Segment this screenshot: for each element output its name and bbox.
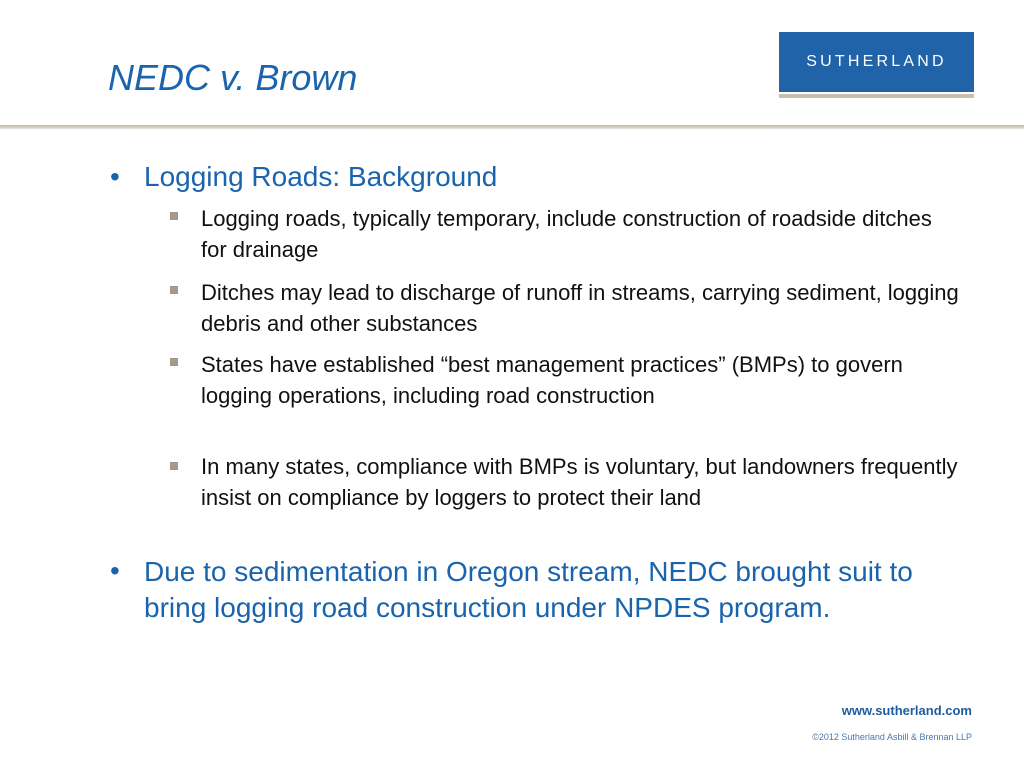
website-link[interactable]: www.sutherland.com	[841, 703, 972, 718]
sub-bullet-icon	[170, 358, 178, 366]
sub-bullet-ditches: Ditches may lead to discharge of runoff in streams, carrying sediment, logging debris and other substances	[201, 280, 959, 336]
sub-bullet-icon	[170, 286, 178, 294]
logo-underline	[779, 94, 974, 98]
bullet-icon: •	[110, 555, 120, 586]
slide-title: NEDC v. Brown	[108, 57, 358, 98]
sutherland-logo	[779, 32, 974, 92]
title-divider	[0, 125, 1024, 129]
sub-bullet-icon	[170, 212, 178, 220]
copyright-notice: ©2012 Sutherland Asbill & Brennan LLP	[812, 732, 972, 742]
bullet-nedc-suit: Due to sedimentation in Oregon stream, NEDC brought suit to bring logging road construction under NPDES program.	[144, 556, 913, 623]
bullet-icon: •	[110, 161, 120, 192]
bullet-logging-roads: Logging Roads: Background	[144, 161, 498, 192]
sub-bullet-compliance: In many states, compliance with BMPs is voluntary, but landowners frequently insist on compliance by loggers to protect their land	[201, 454, 958, 510]
sub-bullet-icon	[170, 462, 178, 470]
logo-text: SUTHERLAND	[806, 53, 947, 70]
sub-bullet-logging-roads: Logging roads, typically temporary, include construction of roadside ditches for drainage	[201, 206, 932, 262]
sub-bullet-bmps: States have established “best management practices” (BMPs) to govern logging operations, including road construction	[201, 352, 903, 408]
